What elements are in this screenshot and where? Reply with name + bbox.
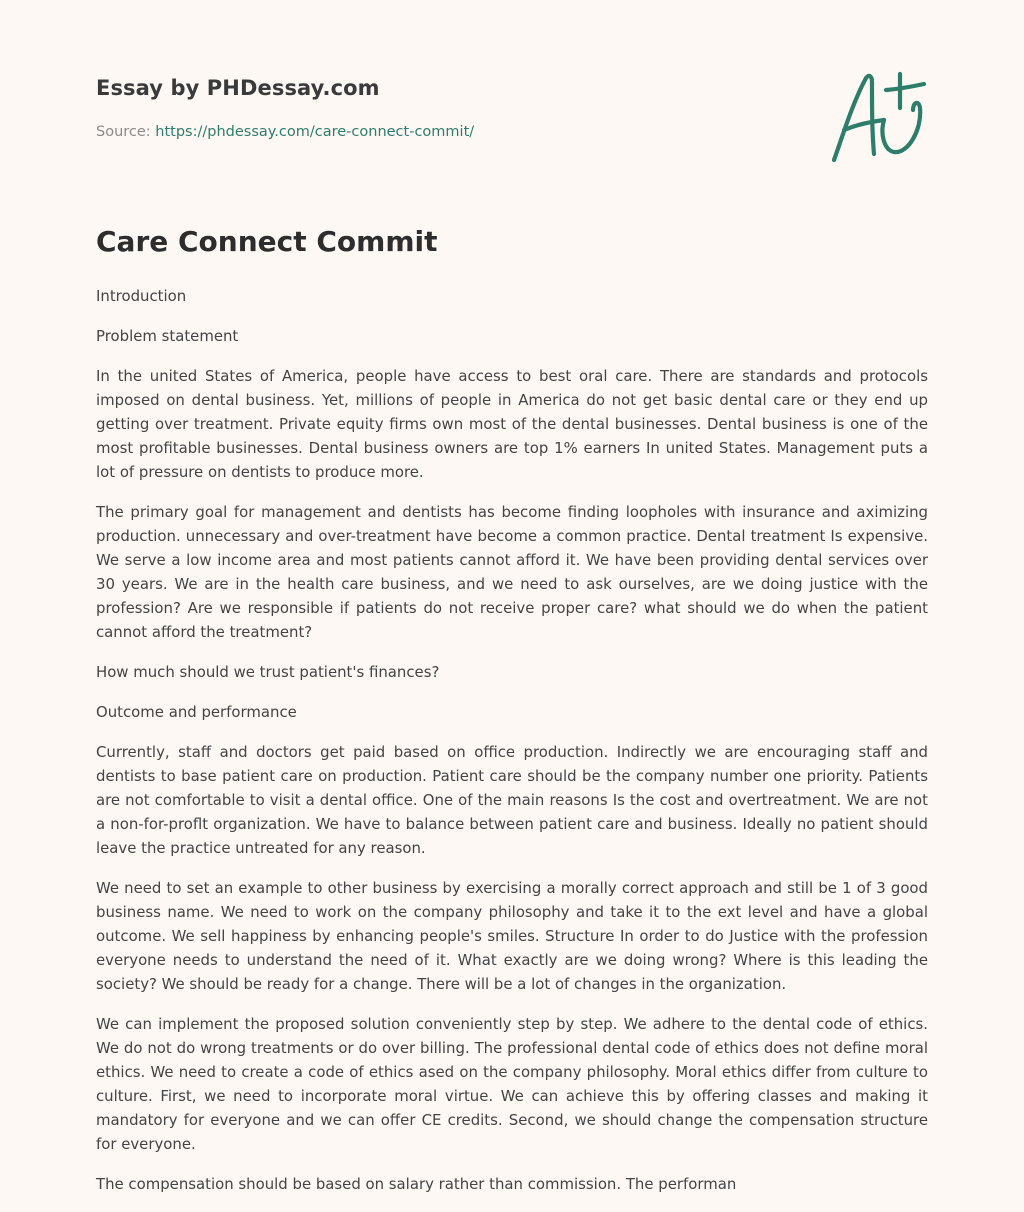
essay-paragraph: Outcome and performance (96, 703, 297, 721)
essay-paragraph: The compensation should be based on salary rather than commission. The performan (96, 1175, 737, 1193)
source-label: Source: (96, 124, 156, 140)
essay-paragraph: How much should we trust patient's finances? (96, 663, 440, 681)
source-link[interactable]: https://phdessay.com/care-connect-commit/ (155, 124, 475, 140)
page-header (96, 0, 928, 190)
source-line (96, 124, 474, 140)
essay-paragraph: Problem statement (96, 327, 239, 345)
essay-paragraph: We can implement the proposed solution conveniently step by step. We adhere to the dental code of ethics. We do not do wrong treatments or do over billing. The professional dental code of ethics does not define moral ethics. We need to create a code of ethics ased on the company philosophy. Moral ethics differ from culture to culture. First, we need to incorporate moral virtue. We can achieve this by offering classes and making it mandatory for everyone and we can offer CE credits. Second, we should change the compensation structure for everyone. (96, 1015, 928, 1153)
site-brand: Essay by PHDessay.com (96, 76, 380, 100)
essay-body (96, 284, 928, 1212)
essay-paragraph: Currently, staff and doctors get paid based on office production. Indirectly we are encouraging staff and dentists to base patient care on production. Patient care should be the company number one priority. Patients are not comfortable to visit a dental office. One of the main reasons Is the cost and overtreatment. We are not a non-for-proflt organization. We have to balance between patient care and business. Ideally no patient should leave the practice untreated for any reason. (96, 743, 928, 857)
essay-paragraph: The primary goal for management and dentists has become finding loopholes with insurance and aximizing production. unnecessary and over-treatment have become a common practice. Dental treatment Is expensive. We serve a low income area and most patients cannot afford it. We have been providing dental services over 30 years. We are in the health care business, and we need to ask ourselves, are we doing justice with the profession? Are we responsible if patients do not receive proper care? what should we do when the patient cannot afford the treatment? (96, 503, 928, 641)
essay-paragraph: Introduction (96, 287, 187, 305)
essay-paragraph: We need to set an example to other business by exercising a morally correct approach and still be 1 of 3 good business name. We need to work on the company philosophy and take it to the ext level and have a global outcome. We sell happiness by enhancing people's smiles. Structure In order to do Justice with the profession everyone needs to understand the need of it. What exactly are we doing wrong? Where is this leading the society? We should be ready for a change. There will be a lot of changes in the organization. (96, 879, 928, 993)
a-plus-logo-icon (828, 68, 928, 164)
essay-title: Care Connect Commit (96, 225, 438, 258)
essay-paragraph: In the united States of America, people have access to best oral care. There are standards and protocols imposed on dental business. Yet, millions of people in America do not get basic dental care or they end up getting over treatment. Private equity firms own most of the dental businesses. Dental business is one of the most profitable businesses. Dental business owners are top 1% earners In united States. Management puts a lot of pressure on dentists to produce more. (96, 367, 928, 481)
